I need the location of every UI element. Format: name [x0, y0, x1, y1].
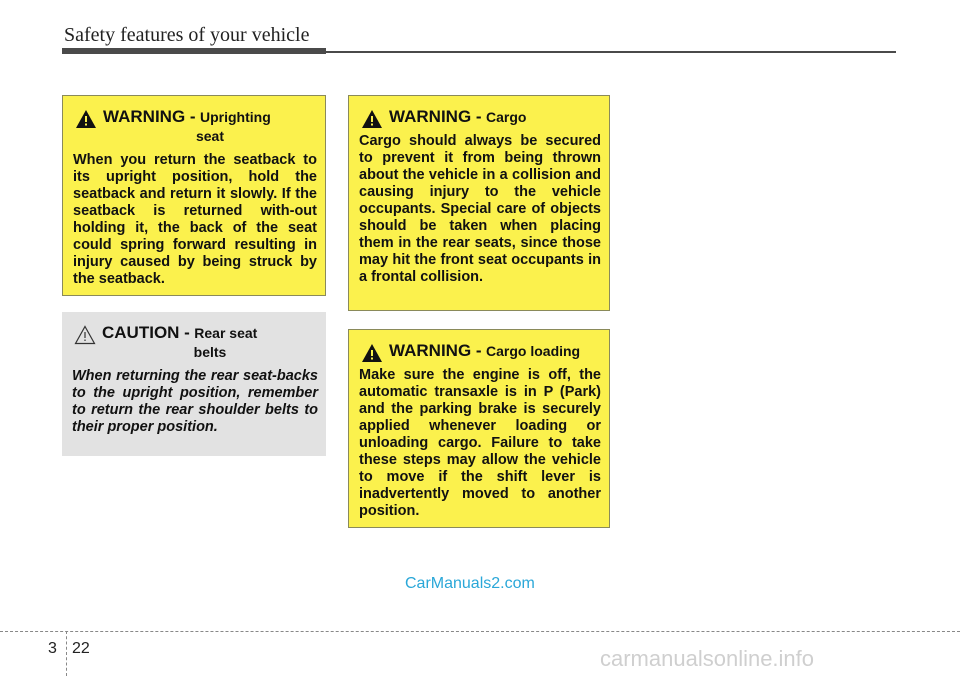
- box-heading: [72, 323, 318, 362]
- footer-divider: [66, 631, 67, 676]
- heading-subject: Cargo: [486, 109, 527, 125]
- box-heading: [73, 107, 317, 146]
- warning-triangle-icon: [361, 109, 383, 129]
- warning-triangle-icon: [75, 109, 97, 129]
- caution-triangle-icon: [74, 325, 96, 345]
- heading-subject: Uprighting: [200, 109, 271, 125]
- heading-subject: Cargo loading: [486, 343, 581, 359]
- watermark-text: CarManuals2.com: [405, 575, 535, 592]
- warning-cargo-box: [348, 95, 610, 311]
- section-number: 3: [48, 640, 57, 657]
- page-header-title: Safety features of your vehicle: [64, 24, 310, 46]
- heading-word: WARNING -: [103, 107, 196, 126]
- warning-upright-seat-box: [62, 95, 326, 296]
- heading-word: CAUTION -: [102, 323, 190, 342]
- footer-rule: [0, 631, 960, 632]
- warning-cargo-loading-box: [348, 329, 610, 528]
- heading-subject-line2: belts: [193, 344, 227, 360]
- heading-word: WARNING -: [389, 107, 482, 126]
- warning-triangle-icon: [361, 343, 383, 363]
- caution-rear-seat-belts-box: [62, 312, 326, 456]
- box-body-text: When you return the seatback to its upright position, hold the seatback and return it slowly. If the seatback is returned with-out holding it, the back of the seat could spring forward resulting in injury caused by being struck by the seatback.: [73, 152, 317, 287]
- box-body-text: Cargo should always be secured to prevent it from being thrown about the vehicle in a collision and causing injury to the vehicle occupants. Special care of objects should be taken when placing them in the rear seats, since those may hit the front seat occupants in a frontal collision.: [359, 133, 601, 285]
- header-rule: [62, 51, 896, 53]
- box-heading: [359, 107, 601, 127]
- site-watermark: carmanualsonline.info: [600, 646, 815, 671]
- page-number: 22: [72, 640, 90, 657]
- heading-subject: Rear seat: [194, 325, 258, 341]
- box-heading: [359, 341, 601, 361]
- box-body-text: Make sure the engine is off, the automatic transaxle is in P (Park) and the parking brake is securely applied whenever loading or unloading cargo. Failure to take these steps may allow the vehicle to move if the shift lever is inadvertently moved to another position.: [359, 367, 601, 519]
- heading-word: WARNING -: [389, 341, 482, 360]
- box-body-text: When returning the rear seat-backs to the upright position, remember to return the rear shoulder belts to their proper position.: [72, 368, 318, 435]
- heading-subject-line2: seat: [195, 128, 225, 144]
